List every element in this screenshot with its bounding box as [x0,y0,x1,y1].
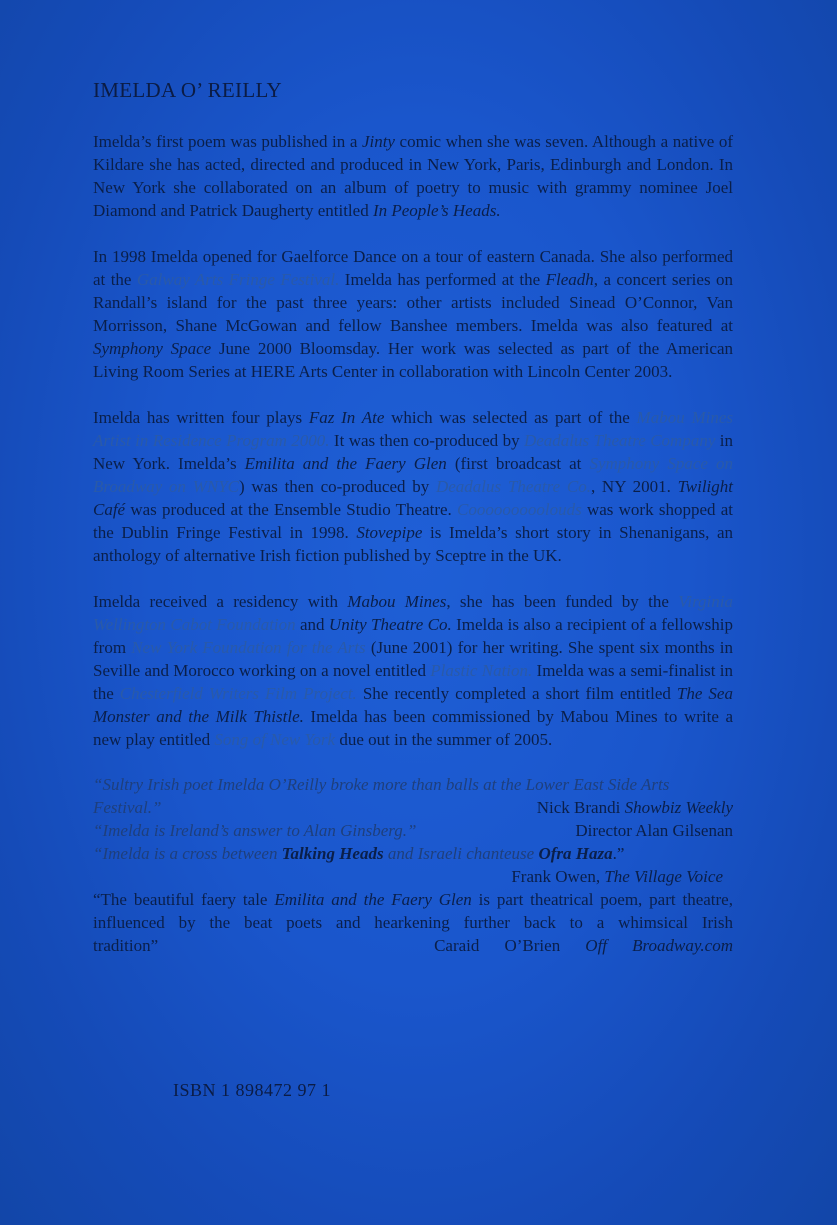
p4-segment: Imelda is also a recipient of a fellowship from [93,615,733,657]
p3-segment: ) was then co-produced by [239,477,436,496]
p2-segment: Symphony Space [93,339,212,358]
bio-paragraph-1 [93,130,733,222]
p4-segment: The Sea Monster and the Milk Thistle. [93,684,733,726]
quote-3-part-c: and Israeli chanteuse [383,844,539,863]
quote-4-author: Caraid O’Brien [434,936,586,955]
p4-segment: Plastic Nation. [430,661,533,680]
quote-3-publication: The Village Voice [604,867,723,886]
quote-1-author: Nick Brandi [536,798,625,817]
p4-segment: Virginia Wellington Cabot Foundation [93,592,733,634]
bio-paragraph-3 [93,406,733,567]
p1-segment: Jinty [361,132,395,151]
p4-segment: New York Foundation for the Arts [131,638,366,657]
p3-segment: Faz In Ate [308,408,385,427]
quote-2 [93,819,733,842]
p4-segment: due out in the summer of 2005. [335,730,553,749]
p4-segment: (June 2001) for her writing. She spent six months in Seville and Morocco working on a novel entitled [93,638,734,680]
p2-segment: Galway Arts Fringe Festival. [136,270,340,289]
p2-segment: Fleadh [545,270,594,289]
p3-segment: Deadalus Theatre Company [523,431,716,450]
p3-segment: , NY 2001. [590,477,678,496]
p2-segment: , a concert series on Randall’s island for the past three years: other artists included Sinead O’Connor, Van Morrisson, Shane McGowan and fellow Banshee members. Imelda was also featured at [93,270,733,335]
p3-segment: which was selected as part of the [384,408,637,427]
p3-segment: Cooooooooolouds [457,500,582,519]
p3-segment: Mabou Mines Artist in Residence Program 2000. [93,408,733,450]
quote-1-end: Festival.” [93,798,162,817]
quote-4-title: Emilita and the Faery Glen [274,890,472,909]
p3-segment: Deadalus Theatre Co. [435,477,591,496]
quote-1-attribution [537,796,733,819]
p4-segment: She recently completed a short film entitled [356,684,677,703]
quote-3 [93,842,733,865]
p2-segment: June 2000 Bloomsday. Her work was selected as part of the American Living Room Series at HERE Arts Center in collaboration with Lincoln Center 2003. [93,339,733,381]
p1-segment: Imelda’s first poem was published in a [93,132,362,151]
quote-3-part-e: .” [612,844,625,863]
p4-segment: Imelda received a residency with [93,592,348,611]
p4-segment: Mabou Mines [347,592,447,611]
author-heading: IMELDA O’ REILLY [93,78,282,102]
quote-1-line-1: “Sultry Irish poet Imelda O’Reilly broke more than balls at the Lower East Side Arts [93,775,670,794]
p2-segment: In 1998 Imelda opened for Gaelforce Dance on a tour of eastern Canada. She also performed at the [93,247,733,289]
p4-segment: Chesterfield Writers Film Project. [119,684,357,703]
p3-segment: was produced at the Ensemble Studio Theatre. [125,500,458,519]
p4-segment: and [295,615,329,634]
isbn: ISBN 1 898472 97 1 [173,1080,332,1100]
p1-segment: In People’s Heads. [372,201,501,220]
quote-4-publication: Off Broadway.com [585,936,733,955]
p4-segment: Imelda was a semi-finalist in the [93,661,734,703]
p3-segment: Emilita and the Faery Glen [244,454,447,473]
p4-segment: Imelda has been commissioned by Mabou Mines to write a new play entitled [93,707,733,749]
bio-paragraph-2 [93,245,733,383]
back-cover-text [93,78,733,957]
press-quotes [93,773,733,957]
p3-segment: Symphony Space on Broadway on WNYC [93,454,733,496]
quote-2-attribution: Director Alan Gilsenan [575,821,733,840]
p4-segment: Song of New York [214,730,336,749]
p1-segment: comic when she was seven. Although a native of Kildare she has acted, directed and produced in New York, Paris, Edinburgh and London. In New York she collaborated on an album of poetry to music with grammy nominee Joel Diamond and Patrick Daugherty entitled [93,132,733,220]
quote-3-attribution [93,865,733,888]
p3-segment: It was then co-produced by [329,431,524,450]
quote-1-publication: Showbiz Weekly [624,798,733,817]
bio-paragraph-4 [93,590,733,751]
quote-3-band-1: Talking Heads [281,844,384,863]
quote-3-author: Frank Owen, [511,867,605,886]
p4-segment: Unity Theatre Co. [328,615,452,634]
p2-segment: Imelda has performed at the [339,270,546,289]
quote-3-part-a: “Imelda is a cross between [93,844,282,863]
quote-4 [93,888,733,957]
p3-segment: (first broadcast at [446,454,590,473]
p4-segment: , she has been funded by the [446,592,679,611]
p3-segment: Stovepipe [356,523,423,542]
p3-segment: Imelda has written four plays [93,408,309,427]
p3-segment: is Imelda’s short story in Shenanigans, an anthology of alternative Irish fiction published by Sceptre in the UK. [93,523,733,565]
quote-1-line-2 [93,796,733,819]
quote-3-band-2: Ofra Haza [538,844,613,863]
quote-2-text: “Imelda is Ireland’s answer to Alan Ginsberg.” [93,821,417,840]
p3-segment: Twilight Café [93,477,733,519]
quote-4-part-a: “The beautiful faery tale [93,890,275,909]
p3-segment: in New York. Imelda’s [93,431,733,473]
quote-4-part-c: is part theatrical poem, part theatre, influenced by the beat poets and hearkening further back to a whimsical Irish tradition” [93,890,733,955]
p3-segment: was work shopped at the Dublin Fringe Festival in 1998. [93,500,733,542]
